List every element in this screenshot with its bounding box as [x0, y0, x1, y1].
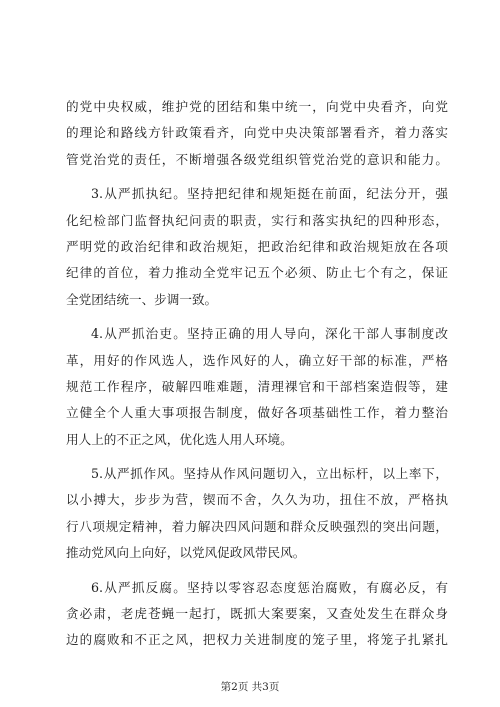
text-line: 3.从严抓执纪。坚持把纪律和规矩挺在前面，纪法分开，强 — [91, 186, 448, 202]
text-line: 立健全个人重大事项报告制度，做好各项基础性工作，着力整治 — [66, 405, 448, 421]
paragraph — [66, 321, 448, 453]
text-line: 管党治党的责任，不断增强各级党组织管党治党的意识和能力。 — [66, 151, 448, 167]
text-line: 贪必肃，老虎苍蝇一起打，既抓大案要案，又查处发生在群众身 — [66, 606, 448, 622]
paragraph — [66, 181, 448, 313]
text-line: 5.从严抓作风。坚持从作风问题切入，立出标杆，以上率下， — [91, 466, 448, 482]
paragraph — [66, 575, 448, 654]
text-line: 革，用好的作风选人，选作风好的人，确立好干部的标准，严格 — [66, 352, 448, 368]
page-footer: 第2页 共3页 — [220, 681, 280, 693]
text-line: 4.从严抓治吏。坚持正确的用人导向，深化干部人事制度改 — [91, 326, 448, 342]
document-body — [66, 94, 448, 662]
text-line: 纪律的首位，着力推动全党牢记五个必须、防止七个有之，保证 — [66, 265, 448, 281]
text-line: 规范工作程序，破解四唯难题，清理裸官和干部档案造假等，建 — [66, 378, 448, 394]
text-line: 用人上的不正之风，优化选人用人环境。 — [66, 431, 293, 447]
text-line: 的党中央权威，维护党的团结和集中统一，向党中央看齐，向党 — [66, 99, 448, 114]
text-line: 严明党的政治纪律和政治规矩，把政治纪律和政治规矩放在各项 — [66, 238, 448, 254]
text-line: 以小搏大，步步为营，锲而不舍，久久为功，扭住不放，严格执 — [66, 492, 448, 508]
text-line: 的理论和路线方针政策看齐，向党中央决策部署看齐，着力落实 — [66, 125, 448, 141]
text-line: 全党团结统一、步调一致。 — [66, 291, 218, 307]
text-line: 化纪检部门监督执纪问责的职责，实行和落实执纪的四种形态， — [66, 212, 448, 228]
paragraph — [66, 94, 448, 173]
text-line: 行八项规定精神，着力解决四风问题和群众反映强烈的突出问题， — [66, 518, 448, 534]
text-line: 6.从严抓反腐。坚持以零容忍态度惩治腐败，有腐必反，有 — [91, 579, 448, 595]
text-line: 推动党风向上向好，以党风促政风带民风。 — [66, 545, 306, 561]
text-line: 边的腐败和不正之风，把权力关进制度的笼子里，将笼子扎紧扎 — [66, 632, 448, 648]
paragraph — [66, 461, 448, 567]
